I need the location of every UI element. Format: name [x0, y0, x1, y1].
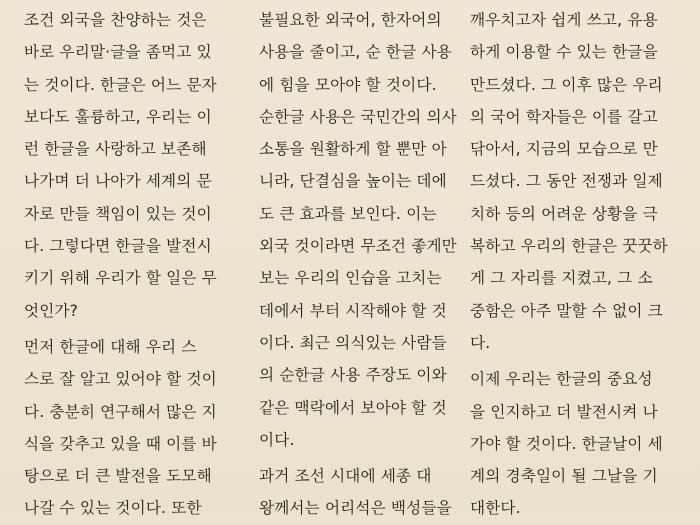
text-line: 닦아서, 지금의 모습으로 만 [470, 140, 658, 159]
text-line: 중함은 아주 말할 수 없이 크 [470, 301, 663, 320]
text-line: 외국 것이라면 무조건 좋게만 [259, 237, 457, 256]
text-line: 의 순한글 사용 주장도 이와 [259, 366, 447, 385]
text-column-3 [470, 4, 698, 525]
text-line: 계의 경축일이 될 그날을 기 [470, 467, 658, 486]
text-line: 는 것이다. 한글은 어느 문자 [24, 75, 217, 94]
text-line: 순한글 사용은 국민간의 의사 [259, 107, 457, 126]
paragraph [259, 460, 487, 525]
text-line: 다. 그렇다면 한글을 발전시 [24, 237, 212, 256]
text-line: 을 인지하고 더 발전시켜 나 [470, 402, 658, 421]
text-line: 자로 만들 책임이 있는 것이 [24, 204, 212, 223]
text-line: 이제 우리는 한글의 중요성 [470, 370, 653, 389]
text-line: 깨우치고자 쉽게 쓰고, 유용 [470, 11, 658, 29]
text-line: 런 한글을 사랑하고 보존해 [24, 140, 207, 159]
text-line: 보다도 훌륭하고, 우리는 이 [24, 107, 212, 126]
text-line: 키기 위해 우리가 할 일은 무 [24, 269, 217, 288]
text-column-2 [259, 4, 487, 525]
text-line: 엇인가? [24, 301, 79, 320]
text-line: 식을 갖추고 있을 때 이를 바 [24, 434, 217, 453]
text-line: 다. 충분히 연구해서 많은 지 [24, 402, 217, 421]
text-line: 게 그 자리를 지켰고, 그 소 [470, 269, 653, 288]
paragraph [470, 363, 698, 524]
text-line: 드셨다. 그 동안 전쟁과 일제 [470, 172, 663, 191]
text-line: 사용을 줄이고, 순 한글 사용 [259, 43, 452, 62]
text-line: 만드셨다. 그 이후 많은 우리 [470, 75, 663, 94]
text-line: 니라, 단결심을 높이는 데에 [259, 172, 447, 191]
text-line: 스로 잘 알고 있어야 할 것이 [24, 370, 217, 389]
text-line: 치하 등의 어려운 상황을 극 [470, 204, 658, 223]
paragraph [24, 331, 252, 525]
text-line: 복하고 우리의 한글은 꿋꿋하 [470, 237, 668, 256]
text-line: 다. [470, 333, 491, 352]
text-line: 에 힘을 모아야 할 것이다. [259, 75, 437, 94]
text-line: 이다. 최근 의식있는 사람들 [259, 333, 447, 352]
paragraph [259, 4, 487, 456]
text-line: 가야 할 것이다. 한글날이 세 [470, 434, 663, 453]
text-line: 왕께서는 어리석은 백성들을 [259, 499, 452, 518]
text-line: 소통을 원활하게 할 뿐만 아 [259, 140, 447, 159]
text-line: 과거 조선 시대에 세종 대 [259, 467, 432, 486]
text-line: 대한다. [470, 499, 521, 518]
text-line: 나갈 수 있는 것이다. 또한 [24, 499, 202, 518]
text-line: 불필요한 외국어, 한자어의 [259, 11, 442, 29]
text-line: 데에서 부터 시작해야 할 것 [259, 301, 447, 320]
text-line: 먼저 한글에 대해 우리 스 [24, 337, 197, 356]
text-line: 도 큰 효과를 보인다. 이는 [259, 204, 437, 223]
text-line: 조건 외국을 찬양하는 것은 [24, 11, 207, 29]
text-line: 보는 우리의 인습을 고치는 [259, 269, 442, 288]
text-line: 의 국어 학자들은 이를 갈고 [470, 107, 658, 126]
text-line: 나가며 더 나아가 세계의 문 [24, 172, 212, 191]
paragraph [470, 4, 698, 359]
text-column-1 [24, 4, 252, 525]
text-line: 바로 우리말·글을 좀먹고 있 [24, 43, 212, 62]
text-line: 같은 맥락에서 보아야 할 것 [259, 398, 447, 417]
text-line: 탕으로 더 큰 발전을 도모해 [24, 467, 212, 486]
paragraph [24, 4, 252, 327]
text-line: 하게 이용할 수 있는 한글을 [470, 43, 658, 62]
text-line: 이다. [259, 430, 295, 449]
